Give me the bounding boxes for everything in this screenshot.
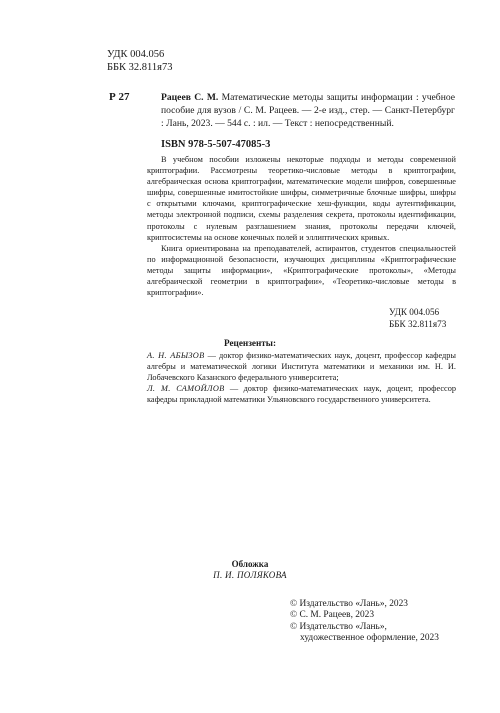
reviewers-heading: Рецензенты: <box>223 338 277 348</box>
cover-designer-name: П. И. ПОЛЯКОВА <box>213 570 287 580</box>
udk-code-right: УДК 004.056 <box>389 307 440 317</box>
reviewers-list <box>147 350 456 405</box>
udk-code-top: УДК 004.056 <box>107 49 165 60</box>
reviewer-entry <box>147 383 456 405</box>
bbk-code-top: ББК 32.811я73 <box>107 62 173 73</box>
reviewer-name: Л. М. САМОЙЛОВ <box>147 384 225 394</box>
isbn: ISBN 978-5-507-47085-3 <box>161 139 271 150</box>
author-sign: Р 27 <box>109 91 130 103</box>
reviewer-name: А. Н. АБЫЗОВ <box>147 351 205 360</box>
copyright-line: художественное оформление, 2023 <box>300 632 439 643</box>
bibliographic-text: Математические методы защиты информации : учебное пособие для вузов / С. М. Рацеев. — 2-е изд., стер. — Санкт-Петербург : Лань, 2023. — 544 с. : ил. — Текст : непосредственный. <box>161 92 455 129</box>
classification-codes <box>389 306 454 330</box>
bibliographic-record <box>161 91 455 130</box>
copyright-block <box>290 599 439 644</box>
annotation-paragraph-1: В учебном пособии изложены некоторые подходы и методы современной криптографии. Рассмотрены теоретико-числовые методы в криптографии, алгебраическая основа криптографии, математические модели шифров, совершенные шифры, совершенные имитостойкие шифры, симметричные блочные шифры, шифры с открытыми ключами, криптографические хеш-функции, коды аутентификации, методы электронной подписи, схемы разделения секрета, протоколы идентификации, протоколы с нулевым разглашением знания, протоколы передачи ключей, криптосистемы на основе конечных полей и эллиптических кривых. <box>147 155 456 242</box>
annotation <box>147 154 456 298</box>
reviewer-description: — доктор физико-математических наук, доцент, профессор кафедры алгебры и математической логики Института математики и механики им. Н. И. Лобачевского Казанского федерального университета; <box>147 351 456 383</box>
author-name: Рацеев С. М. <box>161 92 219 103</box>
copyright-line: © Издательство «Лань», 2023 <box>290 599 408 609</box>
annotation-paragraph-2: Книга ориентирована на преподавателей, аспирантов, студентов специальностей по информационной безопасности, изучающих дисциплины «Криптографические методы защиты информации», «Криптографические протоколы», «Методы алгебраической геометрии в криптографии», «Теоретико-числовые методы в криптографии». <box>147 243 456 298</box>
copyright-line: © С. М. Рацеев, 2023 <box>290 610 375 621</box>
bbk-code-right: ББК 32.811я73 <box>389 319 447 329</box>
reviewer-description: — доктор физико-математических наук, доцент, профессор кафедры прикладной математики Ульяновского государственного университета. <box>147 384 456 405</box>
copyright-line: © Издательство «Лань», <box>290 621 387 632</box>
reviewer-entry <box>147 350 456 383</box>
cover-heading: Обложка <box>231 559 269 569</box>
